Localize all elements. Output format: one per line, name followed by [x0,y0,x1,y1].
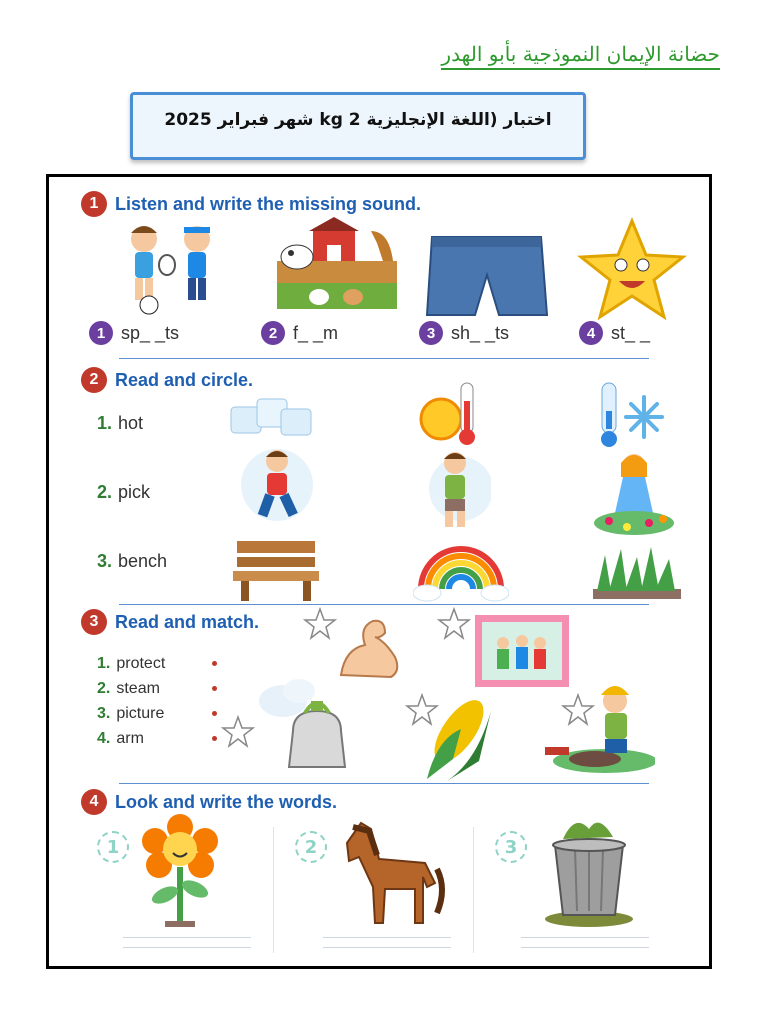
section-3-number: 3 [81,609,107,635]
corn-icon[interactable] [417,691,501,783]
item-number: 3. [97,705,111,722]
match-item-3[interactable] [97,705,217,723]
match-dot[interactable] [212,736,217,741]
section-1-item-1 [89,321,179,345]
section-1-item-3 [419,321,509,345]
row-number: 1. [97,413,113,433]
answer-line[interactable] [123,937,251,938]
boy-running-icon[interactable] [237,445,317,530]
section-4-heading: Look and write the words. [115,791,338,812]
match-word: protect [116,655,166,672]
flower-icon [135,813,225,929]
picture-number: 1 [97,831,129,863]
trash-can-icon [541,809,637,929]
school-name: حضانة الإيمان النموذجية بأبو الهدر [441,42,720,70]
item-number: 3 [419,321,443,345]
answer-line[interactable] [323,937,451,938]
item-number: 1 [89,321,113,345]
star-outline-icon [437,607,471,641]
item-number: 4 [579,321,603,345]
row-word: hot [118,413,144,433]
exam-title: اختبار (اللغة الإنجليزية 2 kg شهر فبراير 2025 [164,110,552,130]
row-word: pick [118,482,151,502]
boy-walking-icon[interactable] [421,449,491,534]
answer-line[interactable] [323,947,451,948]
star-outline-icon [303,607,337,641]
read-circle-row-2 [97,482,150,503]
section-1-heading: Listen and write the missing sound. [115,193,422,214]
worksheet [46,174,712,969]
picture-number: 3 [495,831,527,863]
item-number: 1. [97,655,111,672]
row-number: 3. [97,551,113,571]
section-2-heading: Read and circle. [115,369,254,390]
section-4-title [81,789,337,815]
row-word: bench [118,551,168,571]
item-number: 4. [97,730,111,747]
missing-sound-word: sp_ _ts [121,322,180,343]
shorts-icon [424,229,549,319]
missing-sound-word: st_ _ [611,322,651,343]
answer-line[interactable] [521,937,649,938]
hot-sun-thermometer-icon[interactable] [409,377,489,452]
section-1-item-2 [261,321,338,345]
item-number: 2. [97,680,111,697]
section-2-title [81,367,253,393]
section-3-heading: Read and match. [115,611,260,632]
rainbow-icon[interactable] [413,537,509,603]
row-number: 2. [97,482,113,502]
match-dot[interactable] [212,686,217,691]
item-number: 2 [261,321,285,345]
cold-thermometer-snowflake-icon[interactable] [594,377,674,457]
divider [119,783,649,784]
answer-line[interactable] [123,947,251,948]
missing-sound-word: sh_ _ts [451,322,510,343]
missing-sound-word: f_ _m [293,322,339,343]
match-word: arm [116,730,144,747]
match-item-1[interactable] [97,655,217,673]
read-circle-row-3 [97,551,167,572]
section-2-number: 2 [81,367,107,393]
match-word: steam [116,680,160,697]
section-1-item-4 [579,321,650,345]
girl-picking-flowers-icon[interactable] [589,449,679,539]
answer-line[interactable] [521,947,649,948]
match-dot[interactable] [212,711,217,716]
section-1-number: 1 [81,191,107,217]
grass-icon[interactable] [589,545,685,601]
match-word: picture [116,705,165,722]
picture-number: 2 [295,831,327,863]
star-outline-icon [221,715,255,749]
kids-playing-sports-icon [109,217,239,317]
farm-animals-icon [269,217,404,317]
match-dot[interactable] [212,661,217,666]
match-item-2[interactable] [97,680,217,698]
wooden-bench-icon[interactable] [231,535,321,603]
boy-planting-icon[interactable] [535,677,655,777]
section-1-title [81,191,421,217]
exam-banner [130,92,586,160]
read-circle-row-1 [97,413,143,434]
divider [119,604,649,605]
section-4-number: 4 [81,789,107,815]
match-item-4[interactable] [97,730,217,748]
divider [119,358,649,359]
divider [273,827,274,953]
divider [473,827,474,953]
smiling-star-icon [577,217,687,322]
steaming-kettle-icon[interactable] [253,671,353,775]
section-3-title [81,609,259,635]
horse-icon [333,813,449,929]
ice-cubes-icon[interactable] [221,393,321,443]
